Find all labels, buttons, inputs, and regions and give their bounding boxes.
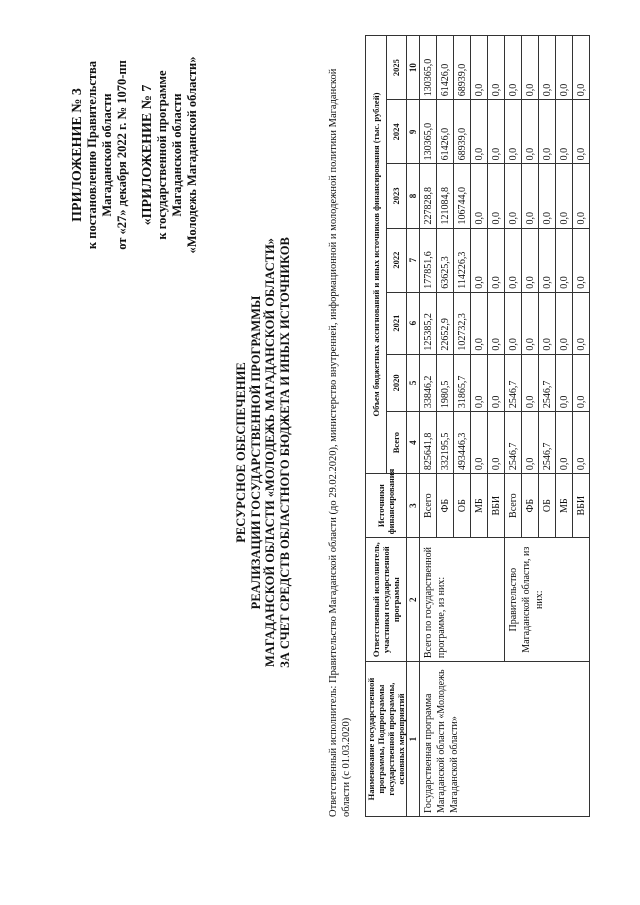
value-cell: 177851,6 — [420, 228, 437, 292]
value-cell: 0,0 — [539, 100, 556, 164]
column-number: 1 — [407, 662, 420, 817]
column-number: 10 — [407, 36, 420, 100]
value-cell: 0,0 — [471, 36, 488, 100]
value-cell: 31865,7 — [454, 354, 471, 412]
value-cell: 0,0 — [471, 412, 488, 474]
column-number: 9 — [407, 100, 420, 164]
value-cell: 0,0 — [488, 36, 505, 100]
value-cell: 0,0 — [522, 100, 539, 164]
header-year: 2023 — [386, 164, 407, 228]
value-cell: 0,0 — [573, 36, 590, 100]
value-cell: 0,0 — [556, 228, 573, 292]
appendix-line-2: Магаданской области — [100, 93, 114, 217]
value-cell: 0,0 — [471, 354, 488, 412]
table-row — [420, 36, 437, 817]
value-cell: 68939,0 — [454, 36, 471, 100]
document-title — [234, 0, 292, 905]
value-cell: 0,0 — [505, 228, 522, 292]
value-cell: 61426,0 — [437, 36, 454, 100]
value-cell: 2546,7 — [505, 412, 522, 474]
value-cell: 0,0 — [488, 164, 505, 228]
appendix-7-line-2: Магаданской области — [170, 93, 184, 217]
value-cell: 0,0 — [471, 100, 488, 164]
value-cell: 0,0 — [522, 164, 539, 228]
value-cell: 0,0 — [556, 412, 573, 474]
value-cell: 0,0 — [556, 164, 573, 228]
value-cell: 0,0 — [539, 228, 556, 292]
source-cell: МБ — [556, 474, 573, 538]
value-cell: 114226,3 — [454, 228, 471, 292]
value-cell: 0,0 — [573, 164, 590, 228]
value-cell: 0,0 — [488, 228, 505, 292]
value-cell: 0,0 — [573, 354, 590, 412]
header-year: 2025 — [386, 36, 407, 100]
header-source: Источники финансирования — [366, 474, 407, 538]
source-cell: ФБ — [437, 474, 454, 538]
value-cell: 0,0 — [522, 292, 539, 354]
value-cell: 0,0 — [522, 412, 539, 474]
value-cell: 1980,5 — [437, 354, 454, 412]
header-funding-group: Объем бюджетных ассигнований и иных источников финансирования (тыс. рублей) — [366, 36, 387, 474]
header-year: 2022 — [386, 228, 407, 292]
value-cell: 0,0 — [471, 164, 488, 228]
column-number: 3 — [407, 474, 420, 538]
value-cell: 332195,5 — [437, 412, 454, 474]
responsible-executor: Ответственный исполнитель: Правительство Магаданской области (до 29.02.2020), министерство внутренней, информационной и молодежной политики Магаданской области (с 01.03.2020) — [328, 68, 352, 817]
value-cell: 0,0 — [488, 354, 505, 412]
value-cell: 825641,8 — [420, 412, 437, 474]
value-cell: 0,0 — [539, 36, 556, 100]
appendix-title: ПРИЛОЖЕНИЕ № 3 — [70, 88, 85, 222]
value-cell: 63625,3 — [437, 228, 454, 292]
source-cell: Всего — [420, 474, 437, 538]
appendix-line-3: от «27» декабря 2022 г. № 1070-пп — [115, 60, 129, 250]
value-cell: 0,0 — [556, 36, 573, 100]
value-cell: 130365,0 — [420, 100, 437, 164]
value-cell: 102732,3 — [454, 292, 471, 354]
source-cell: ОБ — [539, 474, 556, 538]
value-cell: 61426,0 — [437, 100, 454, 164]
header-executor: Ответственный исполнитель, участники государственной программы — [366, 538, 407, 662]
value-cell: 2546,7 — [539, 412, 556, 474]
appendix-7-line-3: «Молодежь Магаданской области» — [185, 56, 199, 254]
value-cell: 0,0 — [522, 228, 539, 292]
value-cell: 0,0 — [522, 354, 539, 412]
value-cell: 0,0 — [573, 100, 590, 164]
source-cell: Всего — [505, 474, 522, 538]
column-number: 6 — [407, 292, 420, 354]
resource-table — [365, 35, 590, 817]
column-number: 2 — [407, 538, 420, 662]
title-line-2: РЕАЛИЗАЦИИ ГОСУДАРСТВЕННОЙ ПРОГРАММЫ — [248, 295, 263, 610]
value-cell: 0,0 — [573, 292, 590, 354]
appendix-line-1: к постановлению Правительства — [85, 60, 99, 250]
executor-cell: Правительство Магаданской области, из них: — [505, 538, 590, 662]
header-program-name: Наименование государственной программы, Подпрограммы государственной программы, основных мероприятий — [366, 662, 407, 817]
value-cell: 0,0 — [471, 292, 488, 354]
value-cell: 0,0 — [488, 100, 505, 164]
header-year: 2024 — [386, 100, 407, 164]
value-cell: 0,0 — [471, 228, 488, 292]
column-number: 8 — [407, 164, 420, 228]
header-total: Всего — [386, 412, 407, 474]
value-cell: 0,0 — [505, 164, 522, 228]
value-cell: 0,0 — [556, 100, 573, 164]
value-cell: 121084,8 — [437, 164, 454, 228]
value-cell: 0,0 — [556, 354, 573, 412]
appendix-block — [70, 40, 200, 270]
executor-cell: Всего по государственной программе, из них: — [420, 538, 505, 662]
value-cell: 0,0 — [488, 292, 505, 354]
column-number: 7 — [407, 228, 420, 292]
value-cell: 125385,2 — [420, 292, 437, 354]
value-cell: 0,0 — [539, 292, 556, 354]
value-cell: 68939,0 — [454, 100, 471, 164]
value-cell: 130365,0 — [420, 36, 437, 100]
value-cell: 493446,3 — [454, 412, 471, 474]
value-cell: 0,0 — [573, 228, 590, 292]
value-cell: 0,0 — [539, 164, 556, 228]
value-cell: 33846,2 — [420, 354, 437, 412]
header-year: 2021 — [386, 292, 407, 354]
value-cell: 0,0 — [522, 36, 539, 100]
header-year: 2020 — [386, 354, 407, 412]
value-cell: 106744,0 — [454, 164, 471, 228]
source-cell: ОБ — [454, 474, 471, 538]
source-cell: ФБ — [522, 474, 539, 538]
value-cell: 0,0 — [505, 292, 522, 354]
title-line-3: МАГАДАНСКОЙ ОБЛАСТИ «МОЛОДЕЖЬ МАГАДАНСКОЙ ОБЛАСТИ» — [263, 238, 277, 667]
program-name-cell: Государственная программа Магаданской области «Молодежь Магаданской области» — [420, 662, 590, 817]
source-cell: ВБИ — [488, 474, 505, 538]
column-number: 4 — [407, 412, 420, 474]
value-cell: 0,0 — [505, 100, 522, 164]
column-number: 5 — [407, 354, 420, 412]
value-cell: 227828,8 — [420, 164, 437, 228]
title-line-1: РЕСУРСНОЕ ОБЕСПЕЧЕНИЕ — [234, 362, 248, 543]
value-cell: 2546,7 — [505, 354, 522, 412]
title-line-4: ЗА СЧЕТ СРЕДСТВ ОБЛАСТНОГО БЮДЖЕТА И ИНЫХ ИСТОЧНИКОВ — [277, 237, 292, 668]
value-cell: 22652,9 — [437, 292, 454, 354]
value-cell: 2546,7 — [539, 354, 556, 412]
value-cell: 0,0 — [505, 36, 522, 100]
value-cell: 0,0 — [556, 292, 573, 354]
source-cell: ВБИ — [573, 474, 590, 538]
source-cell: МБ — [471, 474, 488, 538]
value-cell: 0,0 — [573, 412, 590, 474]
value-cell: 0,0 — [488, 412, 505, 474]
appendix-7-title: «ПРИЛОЖЕНИЕ № 7 — [140, 84, 155, 226]
appendix-7-line-1: к государственной программе — [155, 70, 169, 240]
